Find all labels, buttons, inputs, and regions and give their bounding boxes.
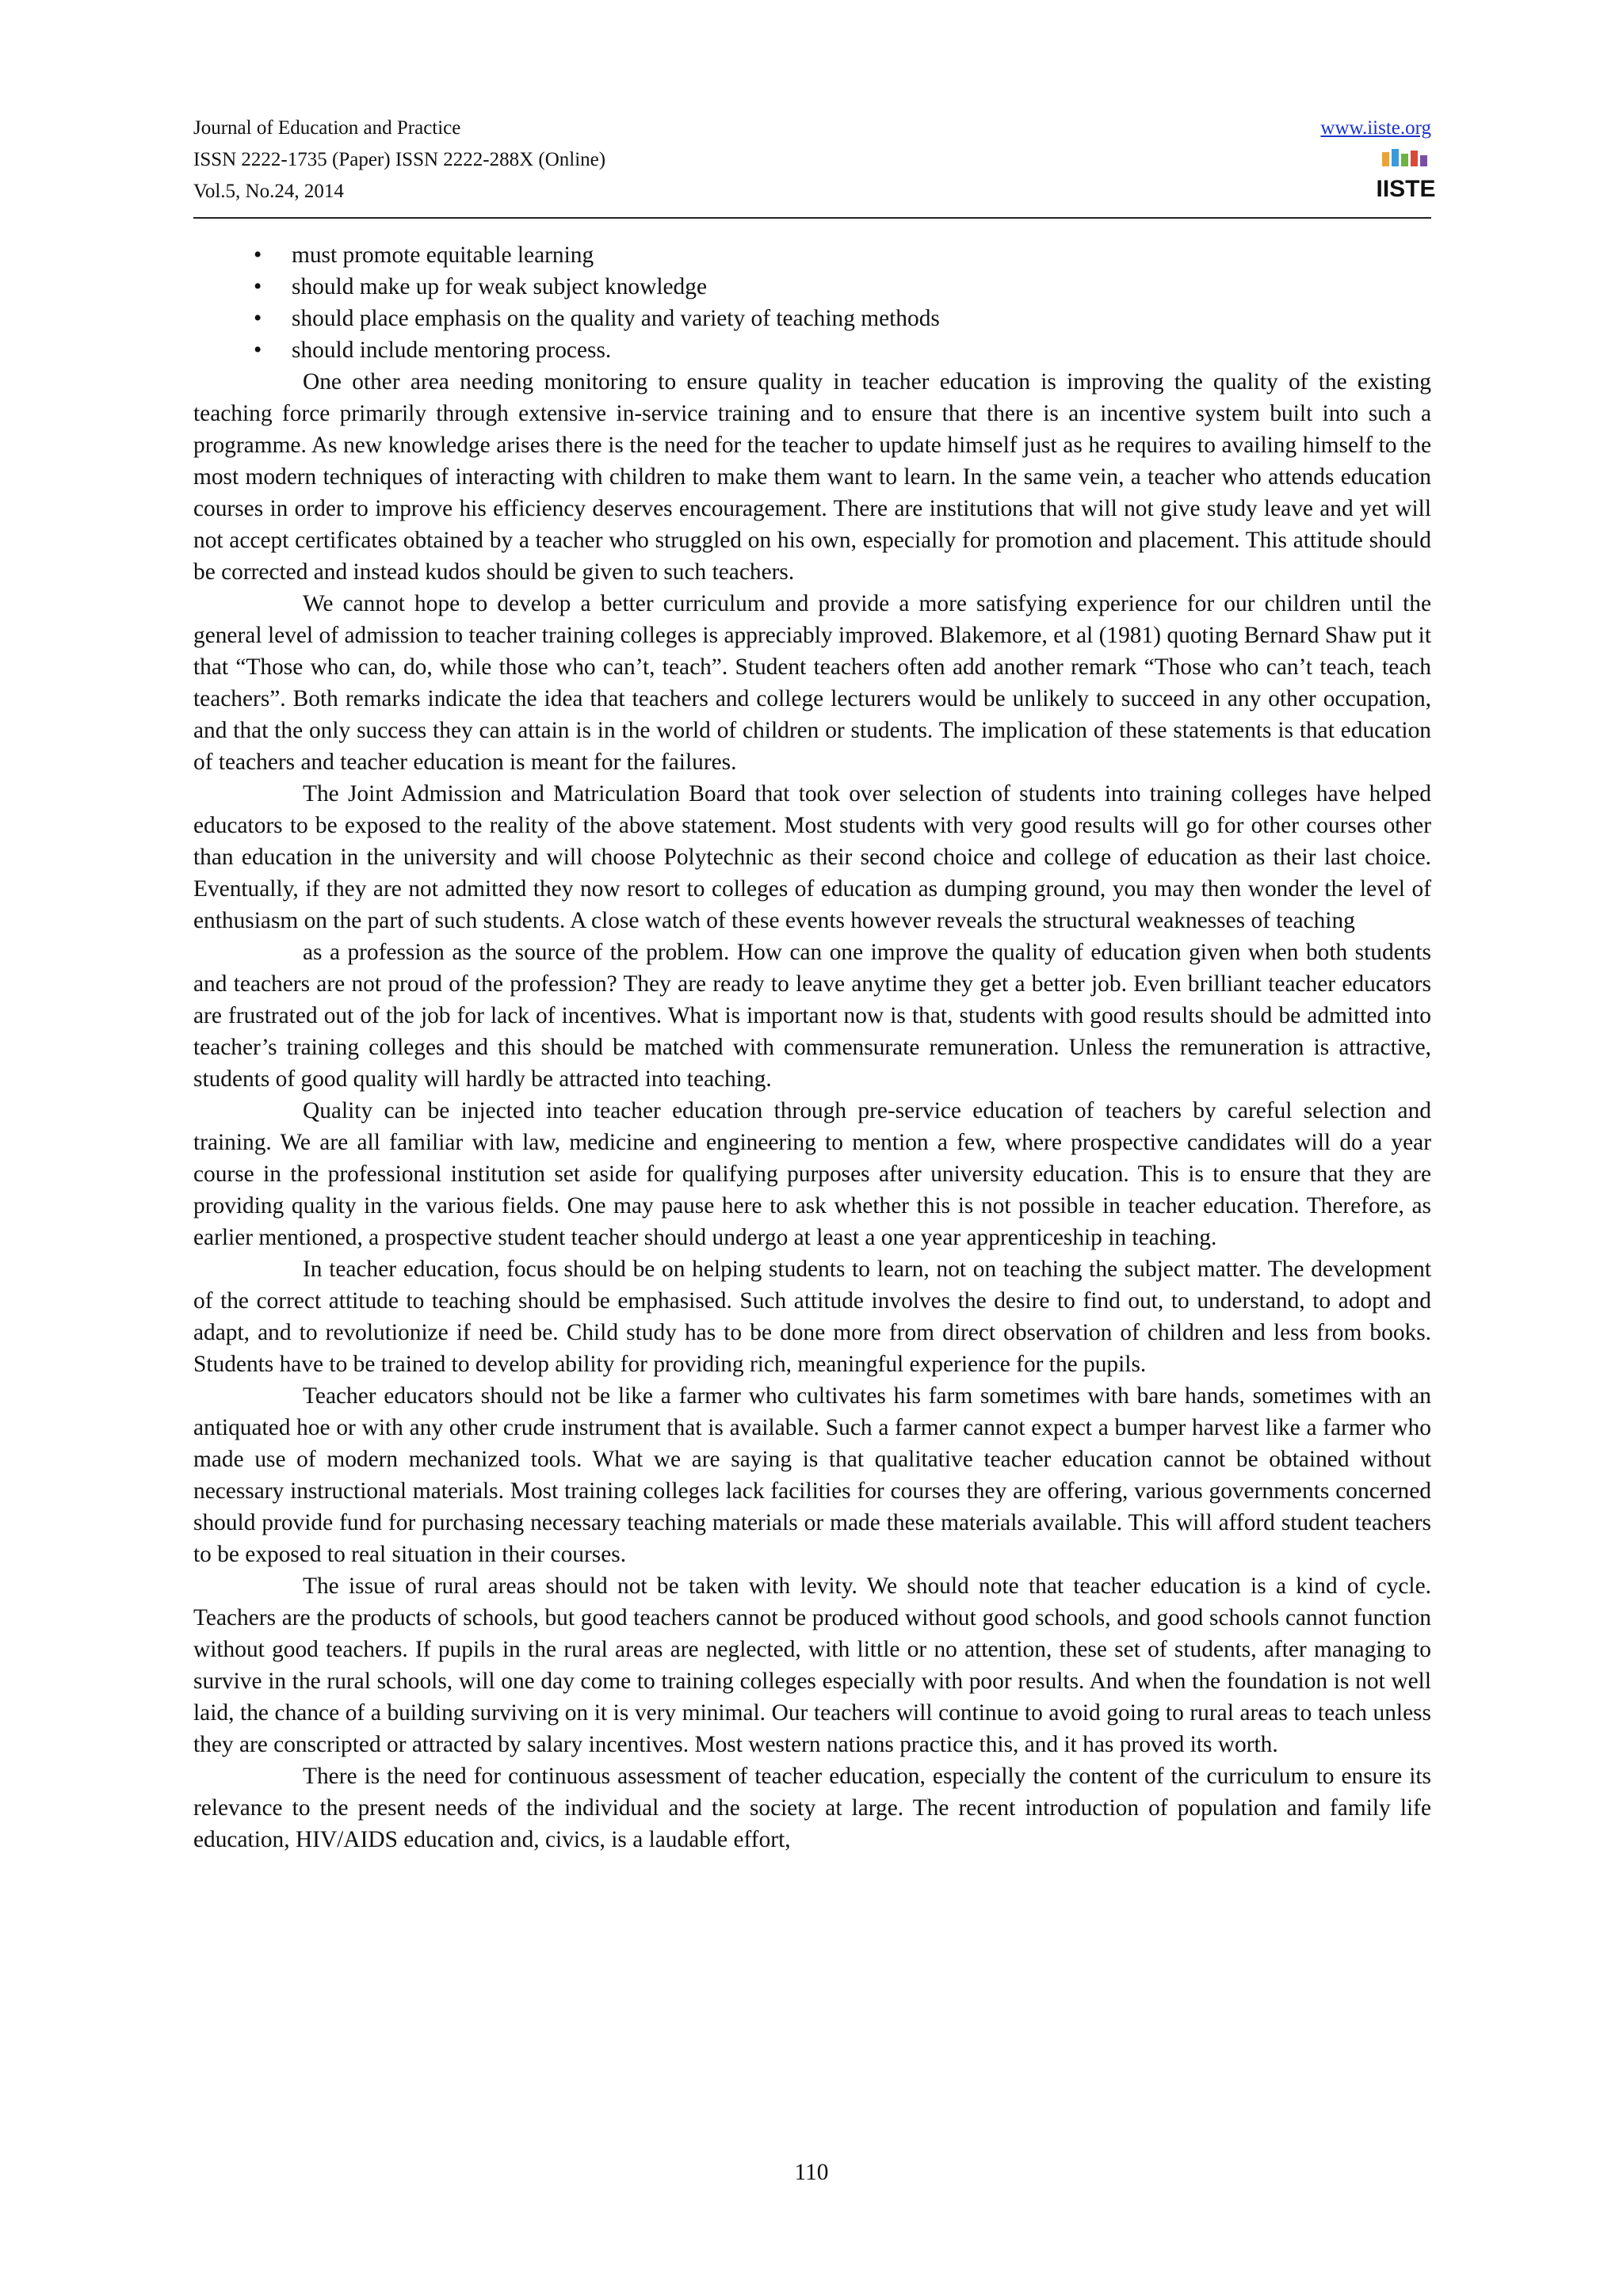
paragraph: The issue of rural areas should not be taken with levity. We should note that teacher education is a kind of cycle. Teachers are the products of schools, but good teachers cannot be produced without good schools, and good schools cannot function without good teachers. If pupils in the rural areas are neglected, with little or no attention, these set of students, after managing to survive in the rural schools, will one day come to training colleges especially with poor results. And when the foundation is not well laid, the chance of a building surviving on it is very minimal. Our teachers will continue to avoid going to rural areas to teach unless they are conscripted or attracted by salary incentives. Most western nations practice this, and it has proved its worth. (193, 1573, 1431, 1757)
bullet-item: • should make up for weak subject knowledge (193, 271, 1431, 303)
article-body (193, 239, 1431, 1855)
page-header (193, 113, 1436, 219)
paragraph: Teacher educators should not be like a farmer who cultivates his farm sometimes with bare hands, sometimes with an antiquated hoe or with any other crude instrument that is available. Such a farmer cannot expect a bumper harvest like a farmer who made use of modern mechanized tools. What we are saying is that qualitative teacher education cannot be obtained without necessary instructional materials. Most training colleges lack facilities for courses they are offering, various governments concerned should provide fund for purchasing necessary teaching materials or made these materials available. This will afford student teachers to be exposed to real situation in their courses. (193, 1383, 1431, 1567)
journal-volume: Vol.5, No.24, 2014 (193, 181, 344, 202)
logo-text: IISTE (1376, 176, 1436, 202)
paragraph: There is the need for continuous assessment of teacher education, especially the content of the curriculum to ensure its relevance to the present needs of the individual and the society at large. The recent introduction of population and family life education, HIV/AIDS education and, civics, is a laudable effort, (193, 1764, 1431, 1852)
journal-title: Journal of Education and Practice (193, 117, 461, 139)
paragraph: In teacher education, focus should be on helping students to learn, not on teaching the subject matter. The development of the correct attitude to teaching should be emphasised. Such attitude involves the desire to find out, to understand, to adopt and adapt, and to revolutionize if need be. Child study has to be done more from direct observation of children and less from books. Students have to be trained to develop ability for providing rich, meaningful experience for the pupils. (193, 1257, 1431, 1377)
journal-info (193, 113, 605, 208)
bullet-icon: • (254, 338, 262, 363)
bullet-icon: • (254, 306, 262, 331)
paragraph: One other area needing monitoring to ensure quality in teacher education is improving the quality of the existing teaching force primarily through extensive in-service training and to ensure that there is an incentive system built into such a programme. As new knowledge arises there is the need for the teacher to update himself just as he requires to availing himself to the most modern techniques of interacting with children to make them want to learn. In the same vein, a teacher who attends education courses in order to improve his efficiency deserves encouragement. There are institutions that will not give study leave and yet will not accept certificates obtained by a teacher who struggled on his own, especially for promotion and placement. This attitude should be corrected and instead kudos should be given to such teachers. (193, 369, 1431, 585)
bullet-icon: • (254, 274, 262, 299)
paragraph: The Joint Admission and Matriculation Board that took over selection of students into training colleges have helped educators to be exposed to the reality of the above statement. Most students with very good results will go for other courses other than education in the university and will choose Polytechnic as their second choice and college of education as their last choice. Eventually, if they are not admitted they now resort to colleges of education as dumping ground, you may then wonder the level of enthusiasm on the part of such students. A close watch of these events however reveals the structural weaknesses of teaching (193, 781, 1431, 933)
iiste-logo (1376, 147, 1436, 203)
page-number: 110 (794, 2160, 829, 2185)
paragraph: Quality can be injected into teacher education through pre-service education of teachers by careful selection and training. We are all familiar with law, medicine and engineering to mention a few, where prospective candidates will do a year course in the professional institution set aside for qualifying purposes after university education. This is to ensure that they are providing quality in the various fields. One may pause here to ask whether this is not possible in teacher education. Therefore, as earlier mentioned, a prospective student teacher should undergo at least a one year apprenticeship in teaching. (193, 1098, 1431, 1250)
paragraph: as a profession as the source of the problem. How can one improve the quality of education given when both students and teachers are not proud of the profession? They are ready to leave anytime they get a better job. Even brilliant teacher educators are frustrated out of the job for lack of incentives. What is important now is that, students with good results should be admitted into teacher’s training colleges and this should be matched with commensurate remuneration. Unless the remuneration is attractive, students of good quality will hardly be attracted into teaching. (193, 940, 1431, 1092)
bullet-item: • should include mentoring process. (193, 334, 1431, 366)
journal-website-link[interactable]: www.iiste.org (1320, 117, 1431, 139)
bullet-item: • should place emphasis on the quality and variety of teaching methods (193, 303, 1431, 334)
bullet-item: • must promote equitable learning (193, 239, 1431, 271)
journal-issn: ISSN 2222-1735 (Paper) ISSN 2222-288X (Online) (193, 149, 606, 170)
bullet-icon: • (254, 242, 262, 268)
bullet-list (193, 239, 1431, 366)
paragraph: We cannot hope to develop a better curriculum and provide a more satisfying experience for our children until the general level of admission to teacher training colleges is appreciably improved. Blakemore, et al (1981) quoting Bernard Shaw put it that “Those who can, do, while those who can’t, teach”. Student teachers often add another remark “Those who can’t teach, teach teachers”. Both remarks indicate the idea that teachers and college lecturers would be unlikely to succeed in any other occupation, and that the only success they can attain is in the world of children or students. The implication of these statements is that education of teachers and teacher education is meant for the failures. (193, 591, 1431, 775)
